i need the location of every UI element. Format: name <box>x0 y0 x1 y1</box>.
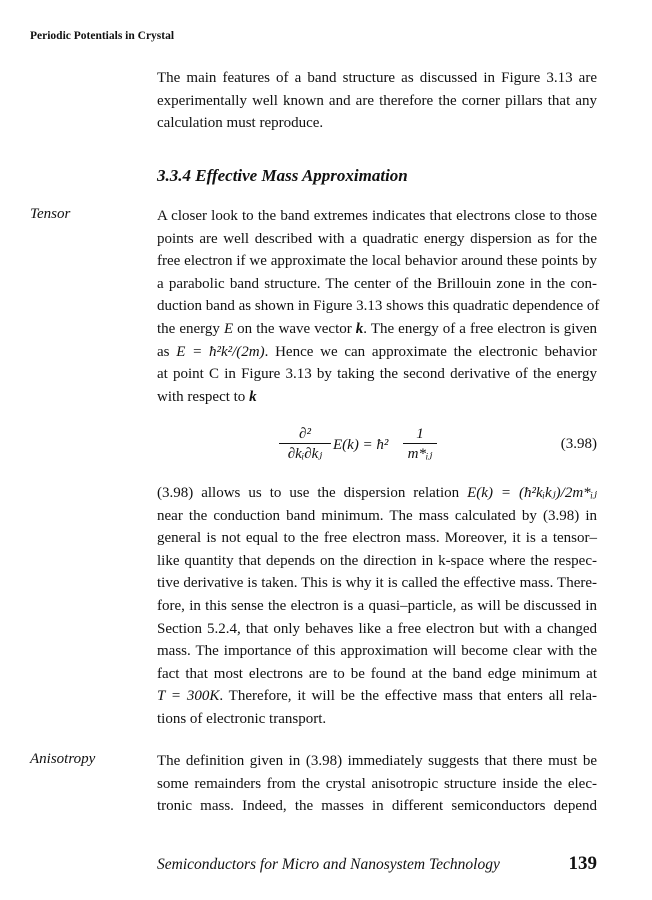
inline-equation: E = ħ²k²/(2m) <box>176 343 265 360</box>
text-fragment: the energy <box>157 320 220 337</box>
text-line: like quantity that depends on the direction in k-space where the respec- <box>157 552 597 569</box>
text-line: Section 5.2.4, that only behaves like a free electron but with a changed <box>157 620 597 637</box>
mass-paragraph <box>157 482 597 731</box>
equation-number: (3.98) <box>560 436 597 452</box>
derivative-fraction <box>279 426 331 463</box>
equation-middle: E(k) = ħ² <box>333 437 389 453</box>
margin-note-anisotropy: Anisotropy <box>30 751 96 767</box>
page-number: 139 <box>568 853 597 874</box>
math-symbol: k <box>249 388 257 405</box>
text-line: points are well described with a quadratic energy dispersion as for the <box>157 230 597 247</box>
mass-fraction <box>403 426 437 463</box>
text-fragment: as <box>157 343 170 360</box>
text-line: tronic mass. Indeed, the masses in different semiconductors depend <box>157 798 597 815</box>
display-equation <box>157 424 597 476</box>
text-line: A closer look to the band extremes indicates that electrons close to those <box>157 208 597 224</box>
text-fragment: . The energy of a free electron is given <box>363 320 598 337</box>
text-line: duction band as shown in Figure 3.13 shows this quadratic dependence of <box>157 298 600 315</box>
tensor-paragraph <box>157 205 600 408</box>
text-line <box>157 341 597 364</box>
text-fragment: on the wave vector <box>237 320 352 337</box>
margin-note-tensor: Tensor <box>30 206 71 222</box>
intro-paragraph <box>157 67 597 135</box>
text-fragment: . Hence we can approximate the electronic behavior <box>264 343 597 360</box>
text-line <box>157 318 597 341</box>
anisotropy-paragraph <box>157 750 597 818</box>
math-symbol: E <box>223 320 234 337</box>
fraction-denominator: ∂kᵢ∂kⱼ <box>279 443 331 463</box>
text-line: general is not equal to the free electron mass. Moreover, it is a tensor– <box>157 530 597 547</box>
text-fragment: . Therefore, it will be the effective mass that enters all rela- <box>219 688 597 705</box>
text-line: calculation must reproduce. <box>157 115 324 132</box>
text-line: fact that most electrons are to be found at the band edge minimum at <box>157 665 597 682</box>
footer-book-title: Semiconductors for Micro and Nanosystem Technology <box>157 856 500 873</box>
text-line: fore, in this sense the electron is a quasi–particle, as will be discussed in <box>157 597 597 614</box>
text-line: The main features of a band structure as discussed in Figure 3.13 are <box>157 70 597 86</box>
text-line: experimentally well known and are therefore the corner pillars that any <box>157 92 597 109</box>
inline-equation: T = 300K <box>157 688 220 705</box>
text-line: some remainders from the crystal anisotropic structure inside the elec- <box>157 775 597 792</box>
running-header: Periodic Potentials in Crystal <box>30 30 175 42</box>
fraction-denominator: m*ᵢⱼ <box>403 443 437 463</box>
text-line <box>157 685 597 708</box>
math-symbol: k <box>355 320 364 337</box>
text-line: free electron if we approximate the local behavior around these points by <box>157 253 597 270</box>
text-line: mass. The importance of this approximation will become clear with the <box>157 643 597 660</box>
text-line: at point C in Figure 3.13 by taking the second derivative of the energy <box>157 366 597 383</box>
fraction-numerator: 1 <box>416 426 424 442</box>
text-fragment: with respect to <box>157 388 246 405</box>
section-heading: 3.3.4 Effective Mass Approximation <box>157 166 408 185</box>
text-line: tive derivative is taken. This is why it is called the effective mass. There- <box>157 575 597 592</box>
text-line: tions of electronic transport. <box>157 710 327 727</box>
fraction-numerator: ∂² <box>299 426 311 442</box>
inline-equation: E(k) = (ħ²kᵢkⱼ)/2m*ᵢⱼ <box>467 485 598 501</box>
text-line: near the conduction band minimum. The mass calculated by (3.98) in <box>157 507 597 524</box>
text-line <box>157 482 597 505</box>
text-line: The definition given in (3.98) immediately suggests that there must be <box>157 753 597 769</box>
text-line <box>157 386 597 409</box>
text-fragment: (3.98) allows us to use the dispersion relation <box>157 485 460 501</box>
text-line: a parabolic band structure. The center of the Brillouin zone in the con- <box>157 275 597 292</box>
